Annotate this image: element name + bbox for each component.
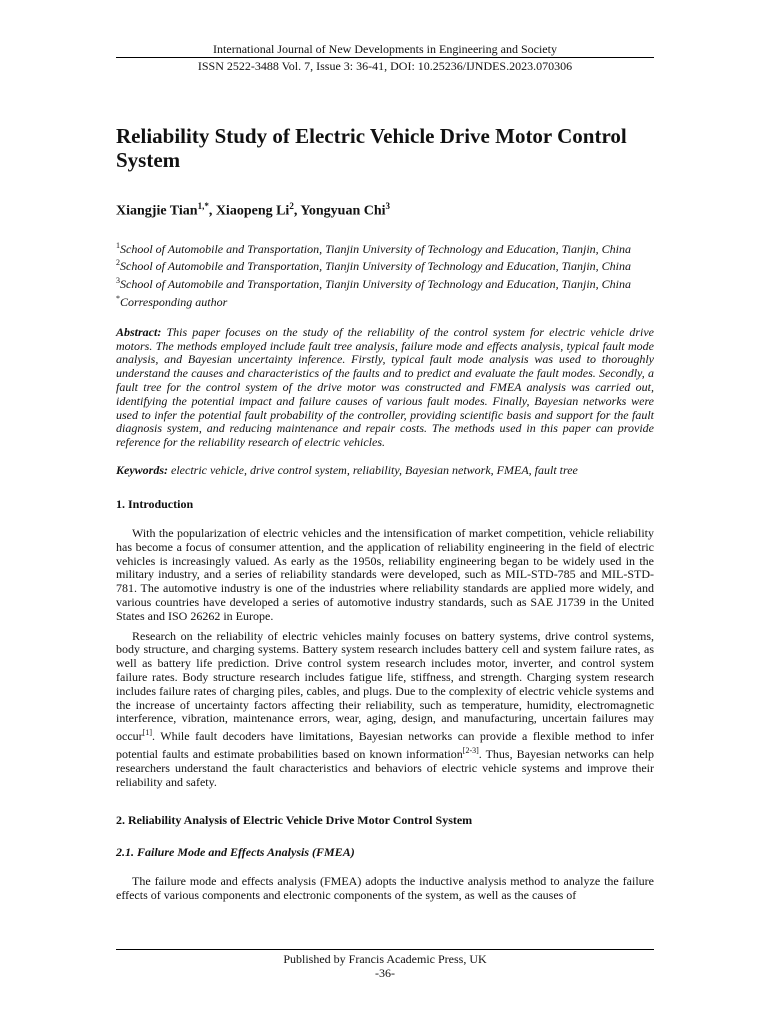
citation[interactable]: [2-3] [462,745,479,755]
affiliation-mark: 1 [116,240,120,250]
affiliation-mark: * [116,294,120,304]
author-name: Yongyuan Chi [300,203,386,219]
author-affil-mark: 1,* [197,201,209,211]
paragraph-text: . Thus, Bayesian networks can help researchers understand the fault characteristics and behaviors of electric vehicle systems and improve their reliability and safety. [116,746,654,789]
affiliation-mark: 3 [116,276,120,286]
author-separator: , [293,203,301,219]
publisher-line: Published by Francis Academic Press, UK [283,952,487,966]
author-affil-mark: 3 [385,201,391,211]
author-list [116,198,654,220]
affiliation-text: School of Automobile and Transportation, Tianjin University of Technology and Education, Tianjin, China [120,259,632,274]
affiliation-text: School of Automobile and Transportation, Tianjin University of Technology and Education, Tianjin, China [120,241,632,256]
affiliation-text: Corresponding author [120,295,228,310]
subsection-heading-fmea: 2.1. Failure Mode and Effects Analysis (FMEA) [116,845,355,860]
body-paragraph: The failure mode and effects analysis (FMEA) adopts the inductive analysis method to analyze the failure effects of various components and electronic components of the system, as well as the causes of [116,874,654,903]
affiliation-item [116,292,654,310]
affiliation-item [116,256,654,274]
affiliation-item [116,239,654,257]
paper-title: Reliability Study of Electric Vehicle Drive Motor Control System [116,124,627,172]
citation[interactable]: [1] [142,728,152,738]
page-footer [116,948,654,980]
paper-page [116,0,654,903]
author-name: Xiaopeng Li [215,203,290,219]
abstract [116,326,654,450]
affiliations [116,239,654,310]
footer-rule [116,949,654,950]
author-separator: , [208,203,216,219]
keywords-label: Keywords: [116,463,168,478]
body-paragraph [116,630,654,790]
author-affil-mark: 2 [289,201,294,211]
abstract-label: Abstract: [116,324,162,339]
section-heading-reliability-analysis: 2. Reliability Analysis of Electric Vehicle Drive Motor Control System [116,813,473,828]
affiliation-item [116,274,654,292]
section-heading-introduction: 1. Introduction [116,497,194,512]
paragraph-text: Research on the reliability of electric vehicles mainly focuses on battery systems, drive control systems, body structure, and charging systems. Battery system research includes battery cell and system failure rates, as well as battery life prediction. Drive control system research includes motor, inverter, and control system failure rates. Body structure research includes fatigue life, stiffness, and strength. Charging system research includes failure rates of charging piles, cables, and plugs. Due to the complexity of electric vehicle systems and the increase of uncertainty factors affecting their reliability, such as temperature, humidity, electromagnetic interference, vibration, maintenance errors, wear, aging, design, and manufacturing, uncertain failures may occur [116,628,654,744]
affiliation-text: School of Automobile and Transportation, Tianjin University of Technology and Education, Tianjin, China [120,277,632,292]
issn-line: ISSN 2522-3488 Vol. 7, Issue 3: 36-41, DOI: 10.25236/IJNDES.2023.070306 [197,59,573,73]
keywords-text: electric vehicle, drive control system, reliability, Bayesian network, FMEA, fault tree [168,463,578,478]
header-rule [116,57,654,58]
affiliation-mark: 2 [116,258,120,268]
body-paragraph: With the popularization of electric vehicles and the intensification of market competition, vehicle reliability has become a focus of consumer attention, and the application of reliability engineering in the field of electric vehicles is increasingly valued. As early as the 1950s, reliability engineering began to be widely used in the military industry, and a series of reliability standards were developed, such as MIL-STD-785 and MIL-STD-781. The automotive industry is one of the industries where reliability standards are applied more widely, and various countries have developed a series of automotive industry standards, such as SAE J1739 in the United States and ISO 26262 in Europe. [116,526,654,623]
page-number: -36- [375,966,395,980]
journal-name: International Journal of New Developments in Engineering and Society [213,42,557,56]
author-name: Xiangjie Tian [116,203,198,219]
abstract-text: This paper focuses on the study of the reliability of the control system for electric vehicle drive motors. The methods employed include fault tree analysis, failure mode and effects analysis, typical fault mode analysis, and Bayesian uncertainty inference. Firstly, typical fault mode analysis was used to thoroughly understand the causes and characteristics of the faults and to predict and evaluate the fault modes. Secondly, a fault tree for the control system of the drive motor was constructed and FMEA analysis was carried out, identifying the potential impact and failure causes of various fault modes. Finally, Bayesian networks were used to infer the potential fault probability of the controller, providing scientific basis and support for the fault diagnosis system, and reducing maintenance and repair costs. The methods used in this paper can provide reference for the reliability research of electric vehicles. [116,324,654,450]
keywords [116,463,654,477]
paragraph-text: . While fault decoders have limitations, Bayesian networks can provide a flexible method to infer potential faults and estimate probabilities based on known information [116,729,654,761]
